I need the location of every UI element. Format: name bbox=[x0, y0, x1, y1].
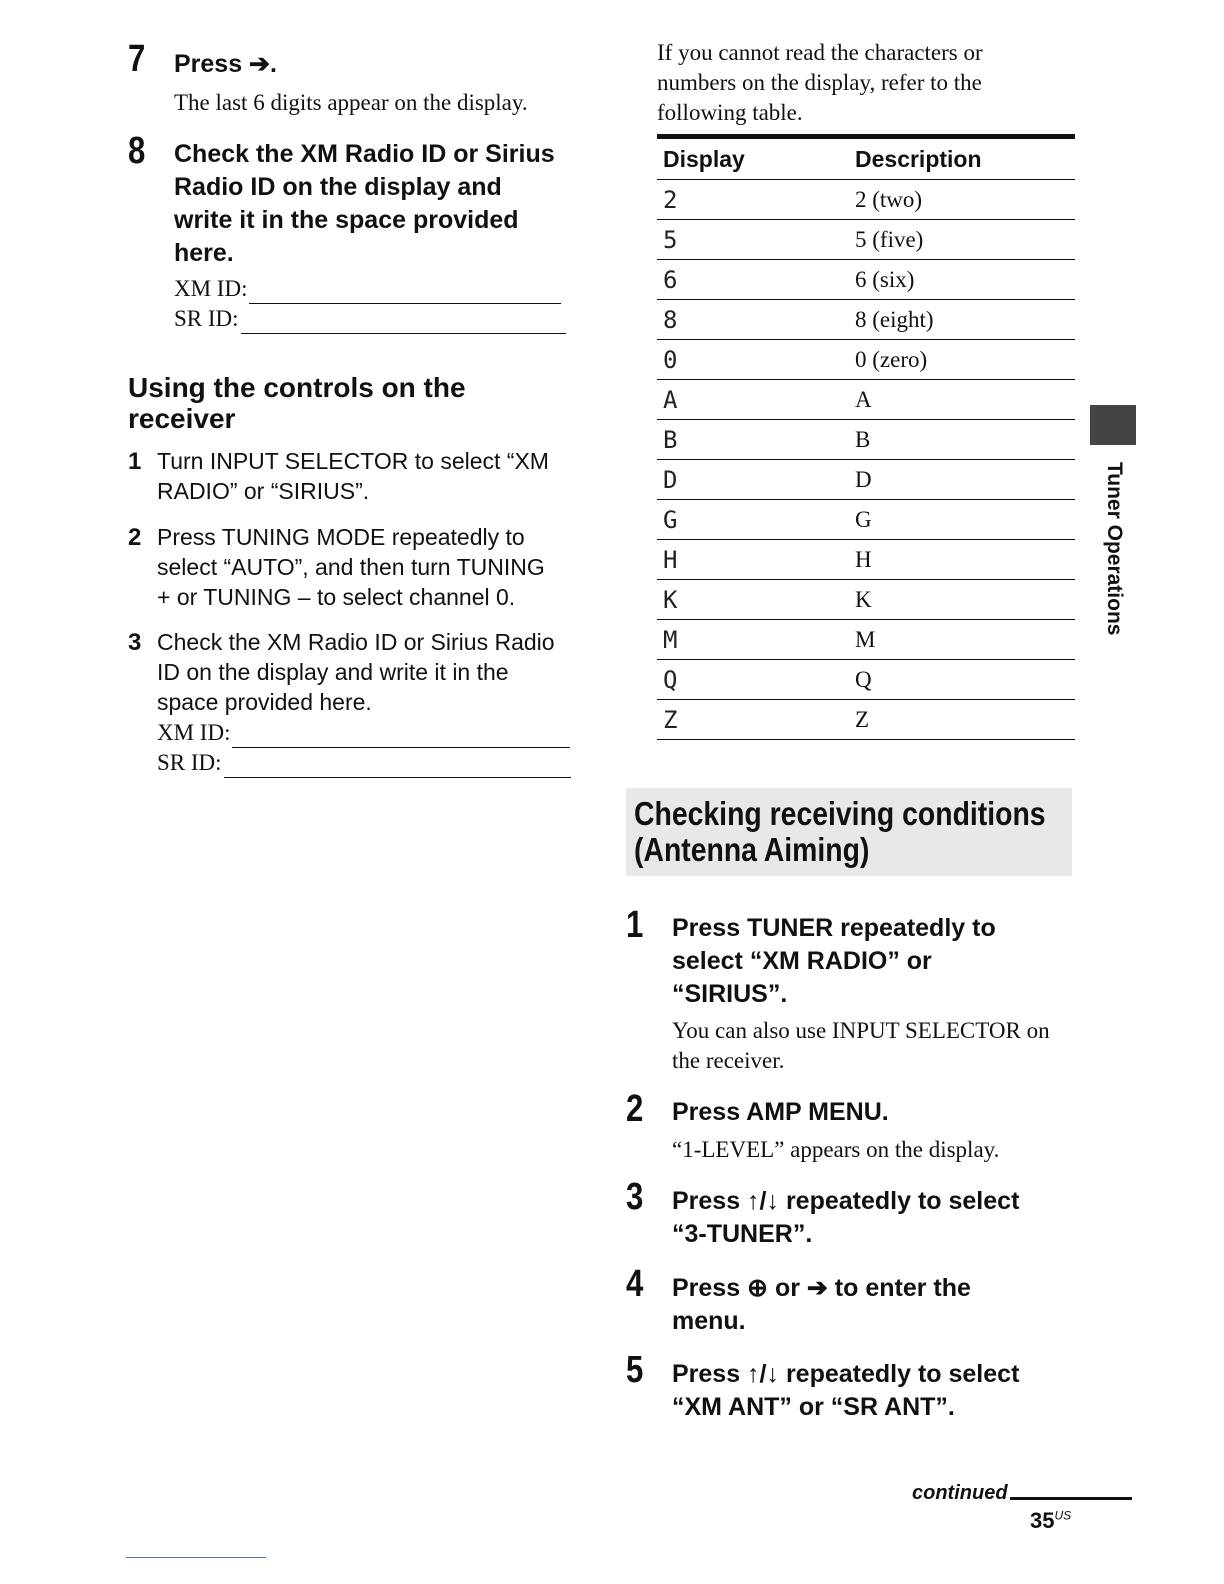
display-char: 6 bbox=[657, 260, 849, 300]
description-cell: 5 (five) bbox=[849, 220, 1075, 260]
description-cell: H bbox=[849, 540, 1075, 580]
xm-id-label: XM ID: bbox=[174, 276, 248, 301]
r-step-3-number: 3 bbox=[626, 1176, 644, 1218]
item-3-line: ID on the display and write it in the bbox=[157, 659, 509, 685]
continued-rule bbox=[1010, 1497, 1132, 1500]
banner-title-line: Checking receiving conditions bbox=[634, 795, 1046, 832]
item-3-line: Check the XM Radio ID or Sirius Radio bbox=[157, 629, 555, 655]
r-step-1-title-line: select “XM RADIO” or bbox=[672, 947, 932, 975]
description-cell: B bbox=[849, 420, 1075, 460]
section-banner bbox=[626, 788, 1072, 876]
display-char: 5 bbox=[657, 220, 849, 260]
item-2-line: select “AUTO”, and then turn TUNING bbox=[157, 554, 545, 580]
display-char: 0 bbox=[657, 340, 849, 380]
display-char: H bbox=[657, 540, 849, 580]
description-cell: K bbox=[849, 580, 1075, 620]
r-step-3-title bbox=[672, 1185, 1019, 1251]
r-step-2-title bbox=[672, 1096, 889, 1129]
item-1-text bbox=[157, 446, 549, 506]
table-row bbox=[657, 500, 1075, 540]
display-char: Q bbox=[657, 660, 849, 700]
item-1-line: Turn INPUT SELECTOR to select “XM bbox=[157, 448, 549, 474]
sr-id-label-2: SR ID: bbox=[157, 750, 222, 775]
table-row bbox=[657, 460, 1075, 500]
r-step-1-title-line: “SIRIUS”. bbox=[672, 980, 788, 1008]
r-step-4-number: 4 bbox=[626, 1263, 644, 1305]
display-char: A bbox=[657, 380, 849, 420]
table-row bbox=[657, 540, 1075, 580]
r-step-1-number: 1 bbox=[626, 904, 644, 946]
sr-id-field-2[interactable] bbox=[157, 748, 571, 778]
r-step-3-title-line: “3-TUNER”. bbox=[672, 1220, 813, 1248]
sr-id-field[interactable] bbox=[174, 304, 566, 334]
table-intro bbox=[657, 38, 983, 128]
table-row bbox=[657, 580, 1075, 620]
item-1-number: 1 bbox=[128, 448, 142, 475]
page-number-suffix: US bbox=[1054, 1508, 1072, 1523]
xm-id-blank-2[interactable] bbox=[232, 725, 570, 748]
step-7-number: 7 bbox=[128, 38, 146, 80]
step-8-title-line: here. bbox=[174, 239, 234, 267]
step-7-title: Press ➔. bbox=[174, 50, 277, 78]
banner-title bbox=[634, 796, 1046, 868]
table-row bbox=[657, 620, 1075, 660]
footer-rule bbox=[126, 1557, 266, 1558]
step-7-body: The last 6 digits appear on the display. bbox=[174, 90, 528, 115]
item-2-line: Press TUNING MODE repeatedly to bbox=[157, 524, 525, 550]
step-8-title bbox=[174, 138, 594, 270]
sidebar-tab-marker bbox=[1090, 405, 1136, 445]
sr-id-label: SR ID: bbox=[174, 306, 239, 331]
section-heading-line: receiver bbox=[128, 403, 236, 434]
display-table-wrap bbox=[657, 134, 1075, 740]
xm-id-field[interactable] bbox=[174, 274, 561, 304]
display-char: G bbox=[657, 500, 849, 540]
page-number-value: 35 bbox=[1030, 1508, 1055, 1533]
r-step-4-title-line: Press ⊕ or ➔ to enter the bbox=[672, 1274, 971, 1302]
table-intro-line: numbers on the display, refer to the bbox=[657, 70, 982, 95]
section-heading-line: Using the controls on the bbox=[128, 372, 466, 403]
xm-id-field-2[interactable] bbox=[157, 718, 570, 748]
header-description: Description bbox=[849, 137, 1075, 180]
item-2-number: 2 bbox=[128, 524, 142, 551]
r-step-1-title-line: Press TUNER repeatedly to bbox=[672, 914, 996, 942]
step-8-title-line: Check the XM Radio ID or Sirius bbox=[174, 140, 555, 168]
page-number bbox=[1030, 1508, 1071, 1534]
section-heading bbox=[128, 372, 466, 434]
step-8-title-line: write it in the space provided bbox=[174, 206, 519, 234]
header-display: Display bbox=[657, 137, 849, 180]
r-step-4-title bbox=[672, 1272, 971, 1338]
xm-id-blank[interactable] bbox=[249, 281, 561, 304]
step-8-number: 8 bbox=[128, 130, 146, 172]
item-3-text bbox=[157, 627, 555, 717]
display-char: K bbox=[657, 580, 849, 620]
r-step-5-title bbox=[672, 1358, 1019, 1424]
table-intro-line: following table. bbox=[657, 100, 803, 125]
r-step-1-title bbox=[672, 912, 996, 1011]
table-row bbox=[657, 340, 1075, 380]
item-1-line: RADIO” or “SIRIUS”. bbox=[157, 478, 370, 504]
description-cell: A bbox=[849, 380, 1075, 420]
sr-id-blank-2[interactable] bbox=[224, 755, 571, 778]
display-char: M bbox=[657, 620, 849, 660]
description-cell: 2 (two) bbox=[849, 180, 1075, 220]
table-row bbox=[657, 220, 1075, 260]
r-step-3-title-line: Press ↑/↓ repeatedly to select bbox=[672, 1187, 1020, 1215]
table-row bbox=[657, 380, 1075, 420]
table-row bbox=[657, 180, 1075, 220]
description-cell: Q bbox=[849, 660, 1075, 700]
item-2-text bbox=[157, 522, 545, 612]
r-step-1-body-line: the receiver. bbox=[672, 1048, 785, 1073]
table-row bbox=[657, 700, 1075, 740]
r-step-5-title-line: “XM ANT” or “SR ANT”. bbox=[672, 1393, 955, 1421]
table-header-row bbox=[657, 137, 1075, 180]
r-step-2-number: 2 bbox=[626, 1088, 644, 1130]
continued-label: continued bbox=[912, 1482, 1008, 1504]
r-step-2-body bbox=[672, 1135, 999, 1165]
display-table bbox=[657, 134, 1075, 740]
display-char: Z bbox=[657, 700, 849, 740]
display-char: 2 bbox=[657, 180, 849, 220]
item-2-line: + or TUNING – to select channel 0. bbox=[157, 584, 516, 610]
r-step-2-body-line: “1-LEVEL” appears on the display. bbox=[672, 1137, 1000, 1162]
display-char: B bbox=[657, 420, 849, 460]
description-cell: 8 (eight) bbox=[849, 300, 1075, 340]
step-8-title-line: Radio ID on the display and bbox=[174, 173, 502, 201]
r-step-5-title-line: Press ↑/↓ repeatedly to select bbox=[672, 1360, 1020, 1388]
display-char: D bbox=[657, 460, 849, 500]
description-cell: Z bbox=[849, 700, 1075, 740]
banner-title-line: (Antenna Aiming) bbox=[634, 831, 870, 868]
xm-id-label-2: XM ID: bbox=[157, 720, 231, 745]
sr-id-blank[interactable] bbox=[241, 311, 566, 334]
r-step-2-title-line: Press AMP MENU. bbox=[672, 1098, 889, 1126]
item-3-number: 3 bbox=[128, 629, 142, 656]
display-char: 8 bbox=[657, 300, 849, 340]
table-intro-line: If you cannot read the characters or bbox=[657, 40, 983, 65]
table-row bbox=[657, 660, 1075, 700]
sidebar-section-label: Tuner Operations bbox=[1103, 462, 1126, 636]
description-cell: M bbox=[849, 620, 1075, 660]
description-cell: G bbox=[849, 500, 1075, 540]
r-step-4-title-line: menu. bbox=[672, 1307, 746, 1335]
item-3-line: space provided here. bbox=[157, 689, 372, 715]
description-cell: D bbox=[849, 460, 1075, 500]
r-step-1-body bbox=[672, 1016, 1050, 1076]
description-cell: 0 (zero) bbox=[849, 340, 1075, 380]
r-step-1-body-line: You can also use INPUT SELECTOR on bbox=[672, 1018, 1050, 1043]
table-row bbox=[657, 300, 1075, 340]
description-cell: 6 (six) bbox=[849, 260, 1075, 300]
r-step-5-number: 5 bbox=[626, 1349, 644, 1391]
table-row bbox=[657, 420, 1075, 460]
continued-marker bbox=[912, 1482, 1132, 1505]
table-row bbox=[657, 260, 1075, 300]
